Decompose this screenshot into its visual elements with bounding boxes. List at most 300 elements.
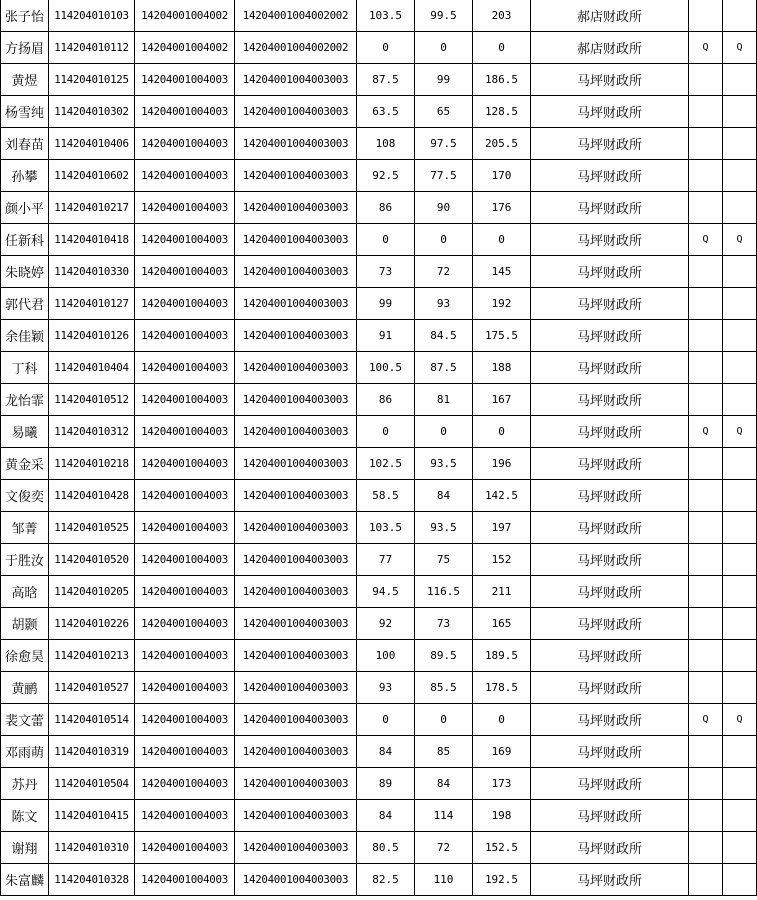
absent-flag-1	[689, 128, 723, 160]
absent-flag-2	[723, 736, 757, 768]
ticket-number: 114204010310	[49, 832, 135, 864]
absent-flag-2: Q	[723, 416, 757, 448]
position-code: 14204001004002002	[235, 0, 357, 32]
absent-flag-1	[689, 64, 723, 96]
score-2: 81	[415, 384, 473, 416]
score-1: 0	[357, 704, 415, 736]
position-code: 14204001004003003	[235, 768, 357, 800]
unit-name: 马坪财政所	[531, 672, 689, 704]
absent-flag-2	[723, 0, 757, 32]
position-code: 14204001004003003	[235, 288, 357, 320]
absent-flag-2	[723, 512, 757, 544]
total-score: 211	[473, 576, 531, 608]
absent-flag-2	[723, 768, 757, 800]
absent-flag-1	[689, 352, 723, 384]
score-1: 92.5	[357, 160, 415, 192]
score-2: 72	[415, 256, 473, 288]
unit-name: 马坪财政所	[531, 512, 689, 544]
score-2: 72	[415, 832, 473, 864]
ticket-number: 114204010504	[49, 768, 135, 800]
absent-flag-1	[689, 800, 723, 832]
position-code: 14204001004003003	[235, 704, 357, 736]
post-code: 14204001004003	[135, 256, 235, 288]
unit-name: 马坪财政所	[531, 128, 689, 160]
position-code: 14204001004003003	[235, 736, 357, 768]
score-2: 99	[415, 64, 473, 96]
position-code: 14204001004003003	[235, 192, 357, 224]
post-code: 14204001004003	[135, 736, 235, 768]
table-row	[1, 480, 757, 512]
post-code: 14204001004003	[135, 672, 235, 704]
unit-name: 马坪财政所	[531, 96, 689, 128]
score-2: 85	[415, 736, 473, 768]
ticket-number: 114204010330	[49, 256, 135, 288]
absent-flag-2	[723, 288, 757, 320]
ticket-number: 114204010218	[49, 448, 135, 480]
total-score: 0	[473, 416, 531, 448]
position-code: 14204001004002002	[235, 32, 357, 64]
table-row	[1, 224, 757, 256]
position-code: 14204001004003003	[235, 320, 357, 352]
absent-flag-2	[723, 832, 757, 864]
table-row	[1, 704, 757, 736]
table-row	[1, 512, 757, 544]
ticket-number: 114204010527	[49, 672, 135, 704]
position-code: 14204001004003003	[235, 640, 357, 672]
unit-name: 马坪财政所	[531, 320, 689, 352]
table-row	[1, 608, 757, 640]
candidate-name: 杨雪纯	[1, 96, 49, 128]
unit-name: 马坪财政所	[531, 576, 689, 608]
post-code: 14204001004002	[135, 0, 235, 32]
total-score: 173	[473, 768, 531, 800]
absent-flag-2	[723, 192, 757, 224]
candidate-name: 刘春苗	[1, 128, 49, 160]
score-1: 100	[357, 640, 415, 672]
absent-flag-1: Q	[689, 704, 723, 736]
table-row	[1, 544, 757, 576]
unit-name: 马坪财政所	[531, 160, 689, 192]
absent-flag-1	[689, 544, 723, 576]
candidate-name: 邓雨萌	[1, 736, 49, 768]
unit-name: 马坪财政所	[531, 800, 689, 832]
table-row	[1, 448, 757, 480]
total-score: 170	[473, 160, 531, 192]
post-code: 14204001004003	[135, 160, 235, 192]
ticket-number: 114204010514	[49, 704, 135, 736]
post-code: 14204001004003	[135, 832, 235, 864]
position-code: 14204001004003003	[235, 576, 357, 608]
absent-flag-1	[689, 768, 723, 800]
unit-name: 马坪财政所	[531, 192, 689, 224]
total-score: 178.5	[473, 672, 531, 704]
candidate-name: 孙攀	[1, 160, 49, 192]
ticket-number: 114204010520	[49, 544, 135, 576]
score-2: 75	[415, 544, 473, 576]
candidate-name: 余佳颖	[1, 320, 49, 352]
unit-name: 马坪财政所	[531, 416, 689, 448]
score-1: 86	[357, 384, 415, 416]
score-1: 82.5	[357, 864, 415, 896]
total-score: 0	[473, 32, 531, 64]
table-row	[1, 576, 757, 608]
absent-flag-2	[723, 96, 757, 128]
unit-name: 马坪财政所	[531, 288, 689, 320]
score-1: 103.5	[357, 0, 415, 32]
total-score: 175.5	[473, 320, 531, 352]
candidate-name: 黄鹂	[1, 672, 49, 704]
unit-name: 马坪财政所	[531, 864, 689, 896]
ticket-number: 114204010328	[49, 864, 135, 896]
absent-flag-1	[689, 832, 723, 864]
position-code: 14204001004003003	[235, 512, 357, 544]
score-1: 108	[357, 128, 415, 160]
candidate-name: 张子怡	[1, 0, 49, 32]
position-code: 14204001004003003	[235, 128, 357, 160]
position-code: 14204001004003003	[235, 224, 357, 256]
post-code: 14204001004003	[135, 864, 235, 896]
absent-flag-2	[723, 64, 757, 96]
post-code: 14204001004003	[135, 288, 235, 320]
score-1: 100.5	[357, 352, 415, 384]
table-row	[1, 288, 757, 320]
score-1: 84	[357, 800, 415, 832]
unit-name: 马坪财政所	[531, 768, 689, 800]
table-row	[1, 192, 757, 224]
absent-flag-1	[689, 736, 723, 768]
absent-flag-1	[689, 0, 723, 32]
absent-flag-2: Q	[723, 704, 757, 736]
total-score: 152	[473, 544, 531, 576]
post-code: 14204001004003	[135, 640, 235, 672]
absent-flag-2	[723, 800, 757, 832]
absent-flag-1	[689, 96, 723, 128]
unit-name: 马坪财政所	[531, 224, 689, 256]
total-score: 189.5	[473, 640, 531, 672]
score-1: 89	[357, 768, 415, 800]
absent-flag-2	[723, 320, 757, 352]
post-code: 14204001004003	[135, 416, 235, 448]
candidate-name: 朱晓婷	[1, 256, 49, 288]
candidate-name: 丁科	[1, 352, 49, 384]
position-code: 14204001004003003	[235, 800, 357, 832]
post-code: 14204001004003	[135, 352, 235, 384]
absent-flag-2	[723, 256, 757, 288]
score-1: 80.5	[357, 832, 415, 864]
candidate-name: 龙怡霏	[1, 384, 49, 416]
candidate-name: 任新科	[1, 224, 49, 256]
total-score: 188	[473, 352, 531, 384]
candidate-name: 颜小平	[1, 192, 49, 224]
total-score: 176	[473, 192, 531, 224]
score-2: 77.5	[415, 160, 473, 192]
ticket-number: 114204010525	[49, 512, 135, 544]
unit-name: 马坪财政所	[531, 352, 689, 384]
table-row	[1, 672, 757, 704]
post-code: 14204001004003	[135, 64, 235, 96]
absent-flag-1	[689, 672, 723, 704]
table-row	[1, 96, 757, 128]
post-code: 14204001004003	[135, 128, 235, 160]
absent-flag-1	[689, 256, 723, 288]
absent-flag-1	[689, 192, 723, 224]
table-row	[1, 384, 757, 416]
absent-flag-2	[723, 608, 757, 640]
candidate-name: 黄煜	[1, 64, 49, 96]
absent-flag-2	[723, 672, 757, 704]
score-1: 99	[357, 288, 415, 320]
candidate-name: 徐愈昊	[1, 640, 49, 672]
post-code: 14204001004003	[135, 448, 235, 480]
post-code: 14204001004003	[135, 320, 235, 352]
ticket-number: 114204010302	[49, 96, 135, 128]
post-code: 14204001004003	[135, 576, 235, 608]
total-score: 165	[473, 608, 531, 640]
table-row	[1, 256, 757, 288]
position-code: 14204001004003003	[235, 608, 357, 640]
absent-flag-1	[689, 320, 723, 352]
total-score: 0	[473, 704, 531, 736]
table-row	[1, 352, 757, 384]
score-2: 84	[415, 480, 473, 512]
ticket-number: 114204010205	[49, 576, 135, 608]
unit-name: 马坪财政所	[531, 256, 689, 288]
score-1: 73	[357, 256, 415, 288]
score-2: 93	[415, 288, 473, 320]
position-code: 14204001004003003	[235, 672, 357, 704]
position-code: 14204001004003003	[235, 64, 357, 96]
unit-name: 马坪财政所	[531, 384, 689, 416]
table-row	[1, 128, 757, 160]
total-score: 142.5	[473, 480, 531, 512]
ticket-number: 114204010319	[49, 736, 135, 768]
table-row	[1, 160, 757, 192]
score-1: 58.5	[357, 480, 415, 512]
score-1: 63.5	[357, 96, 415, 128]
total-score: 198	[473, 800, 531, 832]
score-2: 87.5	[415, 352, 473, 384]
absent-flag-1	[689, 480, 723, 512]
position-code: 14204001004003003	[235, 96, 357, 128]
absent-flag-1: Q	[689, 416, 723, 448]
total-score: 186.5	[473, 64, 531, 96]
ticket-number: 114204010226	[49, 608, 135, 640]
score-2: 116.5	[415, 576, 473, 608]
candidate-name: 文俊奕	[1, 480, 49, 512]
absent-flag-2: Q	[723, 224, 757, 256]
absent-flag-1: Q	[689, 224, 723, 256]
ticket-number: 114204010125	[49, 64, 135, 96]
position-code: 14204001004003003	[235, 256, 357, 288]
total-score: 167	[473, 384, 531, 416]
score-1: 103.5	[357, 512, 415, 544]
absent-flag-2	[723, 864, 757, 896]
total-score: 145	[473, 256, 531, 288]
absent-flag-2	[723, 480, 757, 512]
candidate-name: 方扬眉	[1, 32, 49, 64]
post-code: 14204001004003	[135, 768, 235, 800]
unit-name: 郝店财政所	[531, 0, 689, 32]
unit-name: 马坪财政所	[531, 448, 689, 480]
score-2: 65	[415, 96, 473, 128]
ticket-number: 114204010112	[49, 32, 135, 64]
score-2: 84.5	[415, 320, 473, 352]
table-row	[1, 32, 757, 64]
score-1: 92	[357, 608, 415, 640]
candidate-name: 高晗	[1, 576, 49, 608]
absent-flag-2	[723, 352, 757, 384]
total-score: 128.5	[473, 96, 531, 128]
total-score: 203	[473, 0, 531, 32]
candidate-name: 陈文	[1, 800, 49, 832]
score-2: 97.5	[415, 128, 473, 160]
unit-name: 马坪财政所	[531, 704, 689, 736]
post-code: 14204001004003	[135, 384, 235, 416]
ticket-number: 114204010404	[49, 352, 135, 384]
position-code: 14204001004003003	[235, 544, 357, 576]
score-2: 89.5	[415, 640, 473, 672]
total-score: 205.5	[473, 128, 531, 160]
table-row	[1, 640, 757, 672]
post-code: 14204001004003	[135, 800, 235, 832]
table-row	[1, 0, 757, 32]
score-1: 102.5	[357, 448, 415, 480]
unit-name: 郝店财政所	[531, 32, 689, 64]
ticket-number: 114204010217	[49, 192, 135, 224]
score-2: 110	[415, 864, 473, 896]
position-code: 14204001004003003	[235, 864, 357, 896]
candidate-name: 邹菁	[1, 512, 49, 544]
absent-flag-2	[723, 576, 757, 608]
absent-flag-1	[689, 160, 723, 192]
absent-flag-1	[689, 448, 723, 480]
ticket-number: 114204010126	[49, 320, 135, 352]
table-row	[1, 320, 757, 352]
score-1: 0	[357, 416, 415, 448]
position-code: 14204001004003003	[235, 480, 357, 512]
unit-name: 马坪财政所	[531, 608, 689, 640]
score-2: 0	[415, 704, 473, 736]
position-code: 14204001004003003	[235, 160, 357, 192]
score-1: 0	[357, 224, 415, 256]
total-score: 197	[473, 512, 531, 544]
ticket-number: 114204010213	[49, 640, 135, 672]
table-row	[1, 64, 757, 96]
candidate-name: 胡颢	[1, 608, 49, 640]
ticket-number: 114204010512	[49, 384, 135, 416]
post-code: 14204001004003	[135, 544, 235, 576]
table-row	[1, 768, 757, 800]
unit-name: 马坪财政所	[531, 832, 689, 864]
absent-flag-1: Q	[689, 32, 723, 64]
score-2: 93.5	[415, 512, 473, 544]
table-row	[1, 864, 757, 896]
ticket-number: 114204010602	[49, 160, 135, 192]
absent-flag-2	[723, 128, 757, 160]
unit-name: 马坪财政所	[531, 480, 689, 512]
absent-flag-1	[689, 640, 723, 672]
absent-flag-2	[723, 544, 757, 576]
absent-flag-2	[723, 160, 757, 192]
candidate-name: 郭代君	[1, 288, 49, 320]
score-1: 0	[357, 32, 415, 64]
candidate-name: 朱富麟	[1, 864, 49, 896]
unit-name: 马坪财政所	[531, 640, 689, 672]
post-code: 14204001004003	[135, 704, 235, 736]
absent-flag-1	[689, 384, 723, 416]
post-code: 14204001004002	[135, 32, 235, 64]
table-body	[1, 0, 757, 896]
total-score: 0	[473, 224, 531, 256]
score-2: 114	[415, 800, 473, 832]
table-row	[1, 416, 757, 448]
position-code: 14204001004003003	[235, 384, 357, 416]
score-1: 84	[357, 736, 415, 768]
total-score: 192	[473, 288, 531, 320]
post-code: 14204001004003	[135, 224, 235, 256]
total-score: 152.5	[473, 832, 531, 864]
score-1: 87.5	[357, 64, 415, 96]
post-code: 14204001004003	[135, 480, 235, 512]
total-score: 169	[473, 736, 531, 768]
score-2: 73	[415, 608, 473, 640]
absent-flag-1	[689, 576, 723, 608]
total-score: 196	[473, 448, 531, 480]
score-1: 91	[357, 320, 415, 352]
position-code: 14204001004003003	[235, 448, 357, 480]
candidate-name: 谢翔	[1, 832, 49, 864]
score-2: 0	[415, 32, 473, 64]
candidate-name: 苏丹	[1, 768, 49, 800]
position-code: 14204001004003003	[235, 416, 357, 448]
absent-flag-2: Q	[723, 32, 757, 64]
absent-flag-1	[689, 608, 723, 640]
table-row	[1, 832, 757, 864]
ticket-number: 114204010103	[49, 0, 135, 32]
score-2: 85.5	[415, 672, 473, 704]
absent-flag-1	[689, 864, 723, 896]
absent-flag-1	[689, 512, 723, 544]
absent-flag-2	[723, 448, 757, 480]
candidate-name: 于胜汝	[1, 544, 49, 576]
post-code: 14204001004003	[135, 96, 235, 128]
ticket-number: 114204010415	[49, 800, 135, 832]
unit-name: 马坪财政所	[531, 544, 689, 576]
candidate-name: 黄金采	[1, 448, 49, 480]
absent-flag-1	[689, 288, 723, 320]
ticket-number: 114204010406	[49, 128, 135, 160]
absent-flag-2	[723, 384, 757, 416]
score-1: 77	[357, 544, 415, 576]
absent-flag-2	[723, 640, 757, 672]
score-2: 84	[415, 768, 473, 800]
unit-name: 马坪财政所	[531, 64, 689, 96]
score-2: 99.5	[415, 0, 473, 32]
post-code: 14204001004003	[135, 608, 235, 640]
post-code: 14204001004003	[135, 512, 235, 544]
table-row	[1, 800, 757, 832]
score-2: 0	[415, 416, 473, 448]
score-1: 94.5	[357, 576, 415, 608]
ticket-number: 114204010418	[49, 224, 135, 256]
unit-name: 马坪财政所	[531, 736, 689, 768]
total-score: 192.5	[473, 864, 531, 896]
position-code: 14204001004003003	[235, 352, 357, 384]
score-2: 93.5	[415, 448, 473, 480]
score-2: 0	[415, 224, 473, 256]
score-2: 90	[415, 192, 473, 224]
ticket-number: 114204010428	[49, 480, 135, 512]
